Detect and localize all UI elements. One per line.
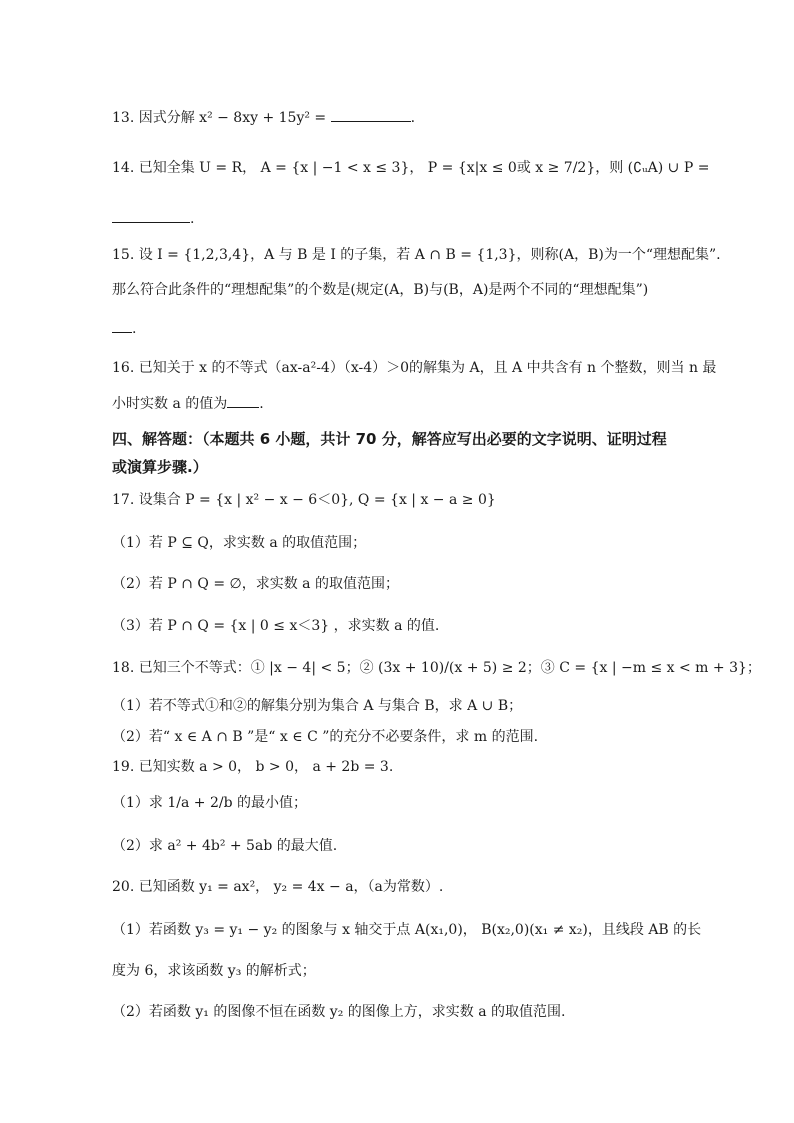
q19-part-1: （1）求 1/a + 2/b 的最小值； [112,795,307,811]
question-13 [112,107,415,128]
q16-period: . [259,396,264,412]
question-19 [112,757,393,777]
q17-stem: 设集合 P = {x | x² − x − 6＜0}, Q = {x | x − a ≥ 0} [138,492,496,508]
q15-line1: 设 I = {1,2,3,4}，A 与 B 是 I 的子集，若 A ∩ B = {1,3}，则称(A，B)为一个“理想配集”. [138,247,721,263]
section-heading: 四、解答题：（本题共 6 小题，共计 70 分，解答应写出必要的文字说明、证明过程 [112,430,667,448]
q20-stem: 已知函数 y₁ = ax²， y₂ = 4x − a，（a为常数）. [138,879,444,895]
q14-answer-line [112,208,194,229]
q18-number: 18. [112,660,135,676]
q15-number: 15. [112,247,135,263]
q20-part-1-cont: 度为 6，求该函数 y₃ 的解析式； [112,963,316,979]
question-14 [112,158,709,178]
q20-part-1: （1）若函数 y₃ = y₁ − y₂ 的图象与 x 轴交于点 A(x₁,0)， B(x₂,0)(x₁ ≠ x₂)，且线段 AB 的长 [112,922,702,938]
q18-part-2: （2）若“ x ∈ A ∩ B ”是“ x ∈ C ”的充分不必要条件，求 m 的范围. [112,729,539,745]
q16-number: 16. [112,360,135,376]
q16-line2-text: 小时实数 a 的值为 [112,396,228,412]
q17-number: 17. [112,492,135,508]
q19-part-2: （2）求 a² + 4b² + 5ab 的最大值. [112,838,338,854]
q16-line1: 已知关于 x 的不等式（ax-a²-4）（x-4）＞0的解集为 A，且 A 中共含有 n 个整数，则当 n 最 [138,360,717,376]
section-heading-cont: 或演算步骤.） [112,458,208,476]
q18-stem: 已知三个不等式：① |x − 4| < 5；② (3x + 10)/(x + 5) ≥ 2；③ C = {x | −m ≤ x < m + 3}； [138,660,761,676]
q17-part-3: （3）若 P ∩ Q = {x | 0 ≤ x＜3} ，求实数 a 的值. [112,618,440,634]
q17-part-1: （1）若 P ⊆ Q，求实数 a 的取值范围； [112,535,367,551]
q14-period: . [190,211,195,227]
question-15 [112,245,721,265]
q14-number: 14. [112,160,135,176]
q15-period: . [132,321,137,337]
q15-answer-line [112,318,136,339]
q20-number: 20. [112,879,135,895]
q16-line2 [112,393,264,414]
question-17 [112,490,496,510]
q15-answer-blank [112,318,132,333]
q18-part-1: （1）若不等式①和②的解集分别为集合 A 与集合 B，求 A ∪ B； [112,698,523,714]
q15-line2: 那么符合此条件的“理想配集”的个数是(规定(A，B)与(B，A)是两个不同的“理想配集”) [112,282,649,298]
q13-number: 13. [112,110,135,126]
q20-part-2: （2）若函数 y₁ 的图像不恒在函数 y₂ 的图像上方，求实数 a 的取值范围. [112,1004,566,1020]
question-18 [112,658,761,678]
q17-part-2: （2）若 P ∩ Q = ∅，求实数 a 的取值范围； [112,576,399,592]
question-16 [112,358,716,378]
q14-text: 已知全集 U = R， A = {x | −1 < x ≤ 3}， P = {x|x ≤ 0或 x ≥ 7/2}，则 (∁ᵤA) ∪ P = [138,160,710,176]
q13-answer-blank [331,107,411,122]
q13-text: 因式分解 x² − 8xy + 15y² = [138,110,331,126]
q13-period: . [410,110,416,126]
q19-number: 19. [112,759,135,775]
q14-answer-blank [112,208,190,223]
q19-stem: 已知实数 a > 0， b > 0， a + 2b = 3. [138,759,394,775]
question-20 [112,877,443,897]
q16-answer-blank [227,393,259,408]
